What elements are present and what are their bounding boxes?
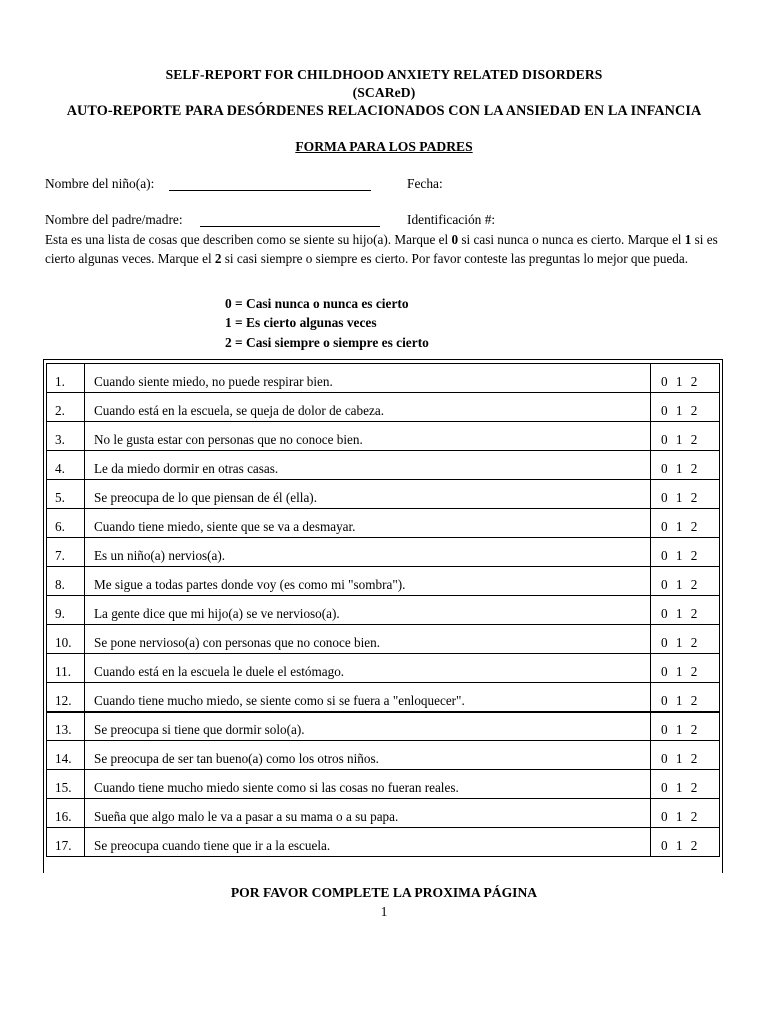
item-text: Se preocupa si tiene que dormir solo(a). [85, 712, 651, 741]
table-row [47, 712, 720, 741]
continue-note: POR FAVOR COMPLETE LA PROXIMA PÁGINA [230, 885, 538, 900]
table-row [47, 364, 720, 393]
item-number: 11. [47, 654, 85, 683]
item-response-scale[interactable]: 0 1 2 [651, 509, 720, 538]
item-text: Se preocupa de lo que piensan de él (ella). [85, 480, 651, 509]
table-row [47, 480, 720, 509]
item-response-scale[interactable]: 0 1 2 [651, 596, 720, 625]
item-text: Cuando está en la escuela le duele el estómago. [85, 654, 651, 683]
item-text: Cuando tiene mucho miedo siente como si las cosas no fueran reales. [85, 770, 651, 799]
table-row [47, 567, 720, 596]
id-label: Identificación #: [407, 212, 496, 227]
item-response-scale[interactable]: 0 1 2 [651, 538, 720, 567]
item-response-scale[interactable]: 0 1 2 [651, 364, 720, 393]
item-number: 14. [47, 741, 85, 770]
title-english: SELF-REPORT FOR CHILDHOOD ANXIETY RELATED DISORDERS [165, 67, 603, 82]
item-text: Se preocupa de ser tan bueno(a) como los otros niños. [85, 741, 651, 770]
item-text: Me sigue a todas partes donde voy (es como mi "sombra"). [85, 567, 651, 596]
table-row [47, 770, 720, 799]
item-response-scale[interactable]: 0 1 2 [651, 741, 720, 770]
table-row [47, 741, 720, 770]
item-number: 5. [47, 480, 85, 509]
item-response-scale[interactable]: 0 1 2 [651, 422, 720, 451]
table-row [47, 596, 720, 625]
table-row [47, 654, 720, 683]
item-text: Cuando está en la escuela, se queja de dolor de cabeza. [85, 393, 651, 422]
item-response-scale[interactable]: 0 1 2 [651, 683, 720, 712]
form-title: FORMA PARA LOS PADRES [295, 139, 473, 154]
table-row [47, 828, 720, 857]
table-row [47, 422, 720, 451]
item-response-scale[interactable]: 0 1 2 [651, 393, 720, 422]
item-number: 6. [47, 509, 85, 538]
date-label: Fecha: [407, 176, 443, 191]
table-row [47, 538, 720, 567]
item-number: 4. [47, 451, 85, 480]
instructions: Esta es una lista de cosas que describen como se siente su hijo(a). Marque el 0 si casi nunca o nunca es cierto. Marque el 1 si es cierto algunas veces. Marque el 2 si casi siempre o siempre es cierto. Por favor conteste las preguntas lo mejor que pueda. [45, 232, 718, 266]
item-response-scale[interactable]: 0 1 2 [651, 712, 720, 741]
table-row [47, 451, 720, 480]
title-spanish: AUTO-REPORTE PARA DESÓRDENES RELACIONADOS CON LA ANSIEDAD EN LA INFANCIA [66, 103, 702, 119]
item-response-scale[interactable]: 0 1 2 [651, 770, 720, 799]
item-response-scale[interactable]: 0 1 2 [651, 625, 720, 654]
child-name-label: Nombre del niño(a): [45, 176, 155, 191]
item-number: 10. [47, 625, 85, 654]
item-response-scale[interactable]: 0 1 2 [651, 480, 720, 509]
item-number: 12. [47, 683, 85, 712]
item-response-scale[interactable]: 0 1 2 [651, 799, 720, 828]
item-number: 13. [47, 712, 85, 741]
item-number: 15. [47, 770, 85, 799]
item-number: 2. [47, 393, 85, 422]
table-row [47, 509, 720, 538]
table-row [47, 393, 720, 422]
child-name-field[interactable] [169, 190, 371, 191]
item-number: 8. [47, 567, 85, 596]
items-table [46, 363, 720, 857]
item-response-scale[interactable]: 0 1 2 [651, 828, 720, 857]
legend-item: 0 = Casi nunca o nunca es cierto [225, 296, 409, 311]
item-text: Se pone nervioso(a) con personas que no conoce bien. [85, 625, 651, 654]
item-number: 1. [47, 364, 85, 393]
legend-item: 2 = Casi siempre o siempre es cierto [225, 334, 429, 350]
item-text: Le da miedo dormir en otras casas. [85, 451, 651, 480]
scale-legend [225, 294, 429, 352]
parent-name-label: Nombre del padre/madre: [45, 212, 183, 227]
item-response-scale[interactable]: 0 1 2 [651, 451, 720, 480]
title-acronym: (SCAReD) [352, 85, 416, 100]
table-row [47, 799, 720, 828]
item-text: No le gusta estar con personas que no conoce bien. [85, 422, 651, 451]
legend-item: 1 = Es cierto algunas veces [225, 315, 377, 331]
item-number: 9. [47, 596, 85, 625]
item-text: Sueña que algo malo le va a pasar a su mama o a su papa. [85, 799, 651, 828]
item-text: La gente dice que mi hijo(a) se ve nervioso(a). [85, 596, 651, 625]
table-row [47, 683, 720, 712]
item-number: 7. [47, 538, 85, 567]
item-response-scale[interactable]: 0 1 2 [651, 567, 720, 596]
items-table-container [46, 363, 720, 857]
item-response-scale[interactable]: 0 1 2 [651, 654, 720, 683]
item-text: Es un niño(a) nervios(a). [85, 538, 651, 567]
item-number: 16. [47, 799, 85, 828]
item-number: 17. [47, 828, 85, 857]
page-number: 1 [380, 904, 388, 919]
item-text: Se preocupa cuando tiene que ir a la escuela. [85, 828, 651, 857]
item-text: Cuando tiene mucho miedo, se siente como si se fuera a "enloquecer". [85, 683, 651, 712]
table-row [47, 625, 720, 654]
item-text: Cuando tiene miedo, siente que se va a desmayar. [85, 509, 651, 538]
item-text: Cuando siente miedo, no puede respirar bien. [85, 364, 651, 393]
item-number: 3. [47, 422, 85, 451]
parent-name-field[interactable] [200, 226, 380, 227]
